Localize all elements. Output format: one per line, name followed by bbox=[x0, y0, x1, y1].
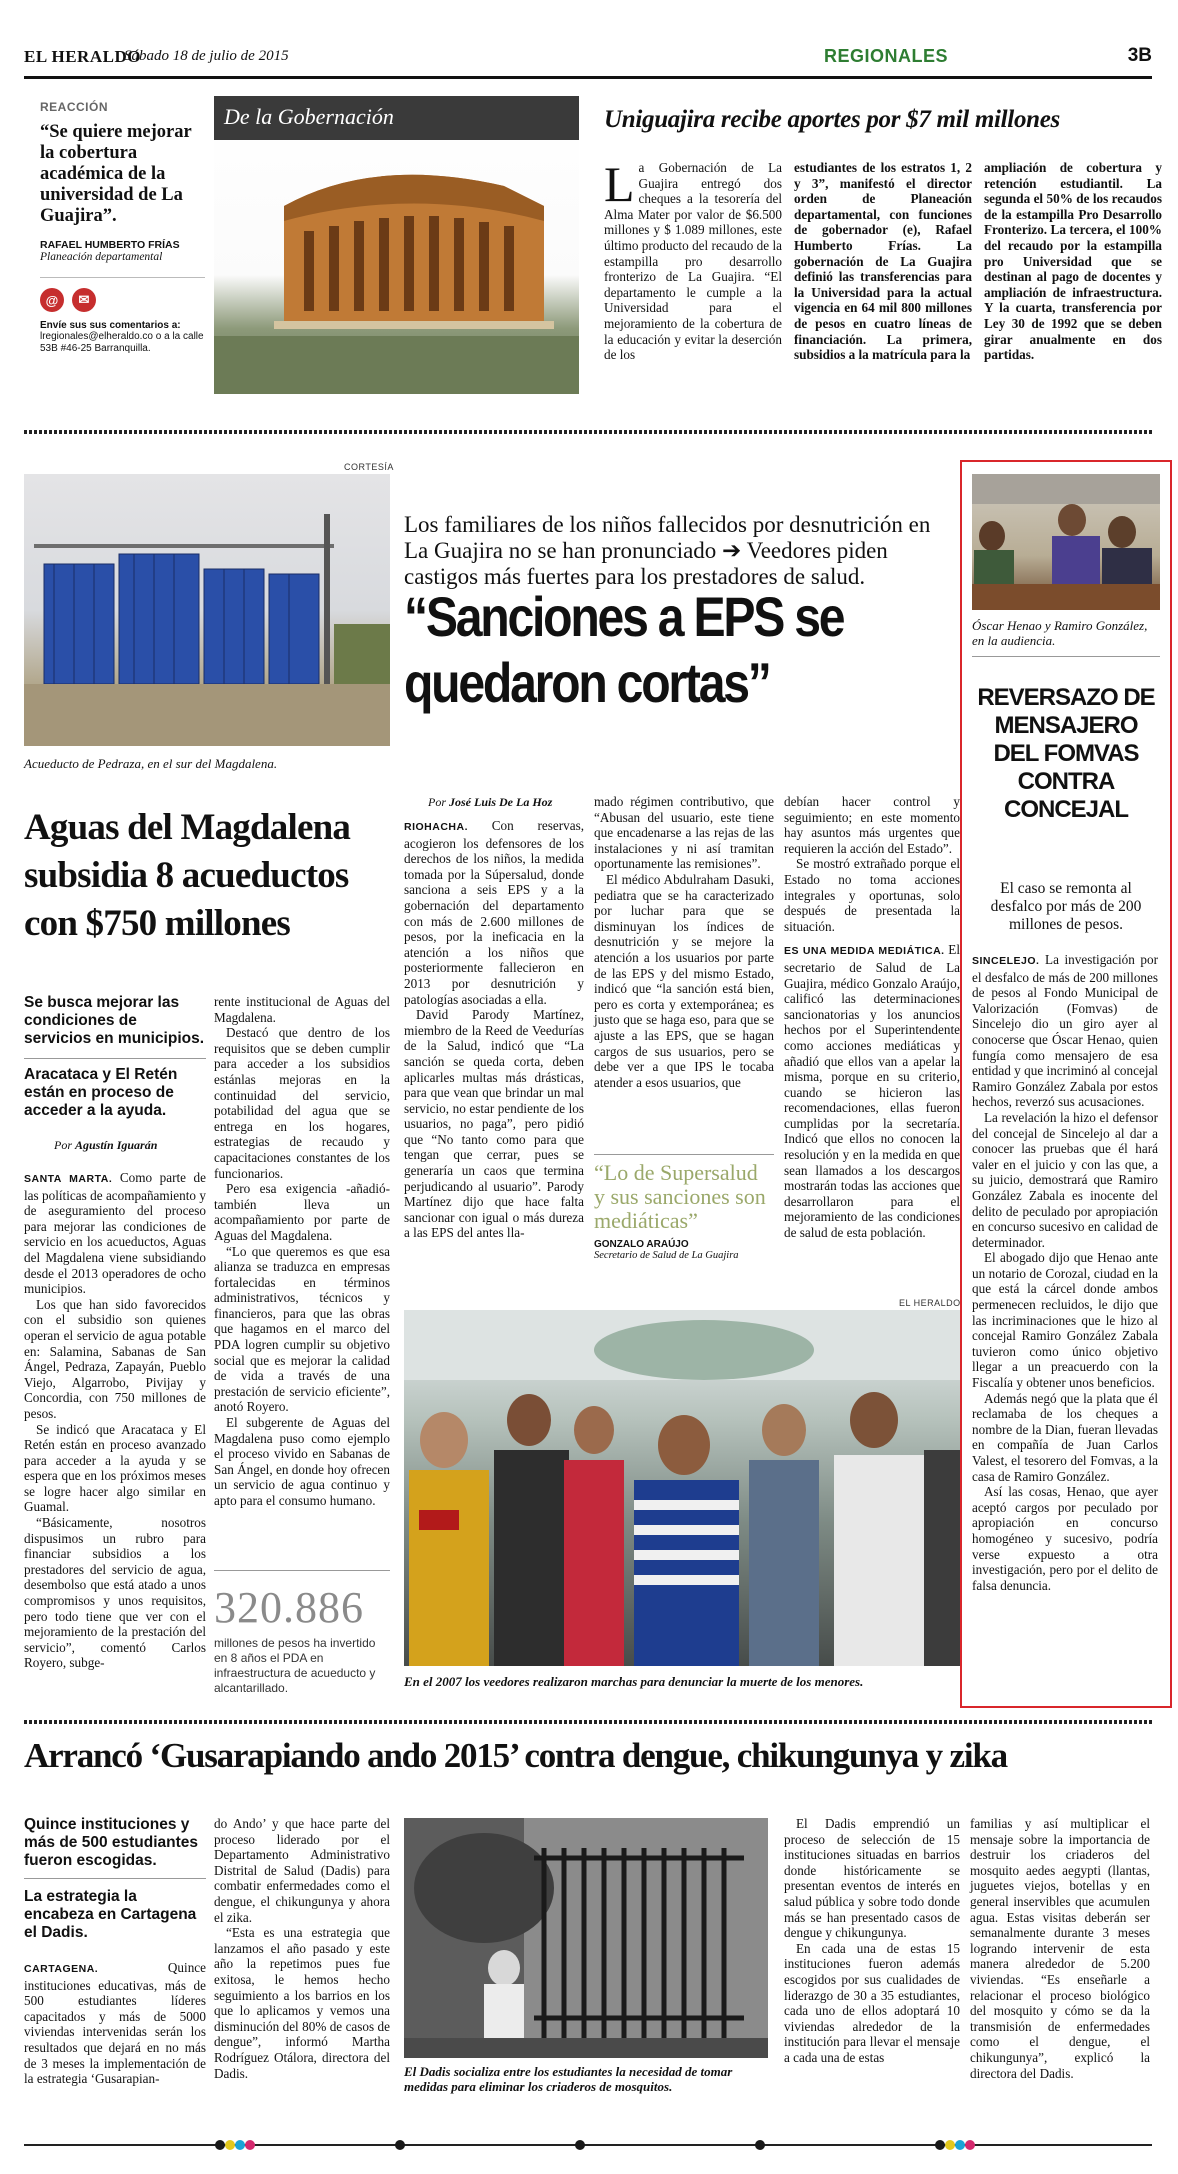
eps-col2: mado régimen contributivo, que “Abusan del usuario, este tiene que encadenarse a las rejas de las instalaciones y ni así tramitan oportunamente las remisiones”. El médico Abdulraham Dasuki, pediatra que se ha caracterizado por luchar para que se disminuyan los índices de desnutrición y se mejore la atención a los usuarios por parte de las EPS y del mismo Estado, indicó que “la sanción está bien, pero es corta y extemporánea; es justo que se haga eso, para que se ajuste a las EPS, que se hagan cargos de sus usuarios, pero se debe ver a que IPS le tocaba atender a esos usuarios, que bbox=[594, 794, 774, 1090]
header-rule bbox=[24, 76, 1152, 79]
uniguajira-col3: ampliación de cobertura y retención estudiantil. La segunda el 50% de los recaudos de la estampilla Pro Desarrollo Fronterizo. La tercera, el 100% del recaudo por la estampilla pro Universidad que se destinan al pago de docentes y ampliación de infraestructura. Y la cuarta, transferencia por Ley 30 de 1992 que se deben girar anualmente en dos partidas. bbox=[984, 160, 1162, 363]
at-icon[interactable]: @ bbox=[40, 288, 64, 312]
eps-photo-credit: EL HERALDO bbox=[899, 1298, 961, 1308]
reaction-kicker: REACCIÓN bbox=[40, 100, 109, 114]
eps-subhead: ES UNA MEDIDA MEDIÁTICA. bbox=[784, 945, 945, 958]
pull-quote-text: “Lo de Supersalud y sus sanciones son mediáticas” bbox=[594, 1160, 766, 1233]
dengue-headline: Arrancó ‘Gusarapiando ando 2015’ contra dengue, chikungunya y zika bbox=[24, 1736, 1007, 1775]
fomvas-body: SINCELEJO. La investigación por el desfalco de más de 200 millones de pesos al Fondo Municipal de Valorización (Fomvas) de Sincelejo dio un giro ayer al conocerse que Óscar Henao, quien fungía como mensajero de esa entidad y que incriminó al concejal Ramiro González Zabala por estos hechos, reverzó sus acusaciones. La revelación la hizo el defensor del concejal de Sincelejo al dar a conocer las pruebas que él hará valer en el juicio y con las que, a su juicio, demostrará que Ramiro González Zabala es inocente del delito de peculado por apropiación en concurso sucesivo en calidad de determinador. El abogado dijo que Henao ante un notario de Corozal, ciudad en la que está la cárcel donde ambos permenecen recluidos, le dijo que las incriminaciones que le hizo al concejal Ramiro González Zabala tuvieron como único objetivo llegar a un preacuerdo con la Fiscalía y obtener unos beneficios. Además negó que la plata que él reclamaba de los cheques a nombre de la Dian, fueran llevadas en compañía de Juan Carlos Valest, el tesorero del Fomvas, a la casa de Ramiro González. Así las cosas, Henao, que ayer aceptó cargos por peculado por apropiación en concurso homogéneo y sucesivo, podría verse expuesto a otra investigación, pero por el delito de falsa denuncia. bbox=[972, 952, 1159, 1593]
dengue-col2: do Ando’ y que hace parte del proceso liderado por el Departamento Administrativo Distrital de Salud (Dadis) para combatir enfermedades como el dengue, el chikungunya y ahora el zika. “Esta es una estrategia que lanzamos el año pasado y este año la repetimos pues fue exitosa, le hemos hecho seguimiento a los barrios en los que lo aplicamos y vemos una disminución del 80% de casos de dengue”, informó Martha Rodríguez Otálora, directora del Dadis. bbox=[214, 1816, 390, 2081]
eps-headline: “Sanciones a EPS se quedaron cortas” bbox=[404, 585, 844, 714]
contact-icons bbox=[40, 277, 205, 312]
aguas-col2: rente institucional de Aguas del Magdalena. Destacó que dentro de los requisitos que se deben cumplir para acceder a los subsidios estánlas mejoras en la continuidad del servicio, potabilidad del agua que se entrega en los hogares, estrategias de recaudo y capacitaciones constantes de los funcionarios. Pero esa exigencia -añadió- también lleva un acompañamiento por parte de Aguas del Magdalena. “Lo que queremos es que esa alianza se traduzca en empresas fortalecidas en términos administrativos, técnicos y financieros, para que las obras que hagamos en el marco del PDA logren cumplir su objetivo social que es mejorar la calidad de vida a través de una prestación de servicio eficiente”, anotó Royero. El subgerente de Aguas del Magdalena puso como ejemplo el proceso vivido en Sabanas de San Ángel, en donde hoy ofrecen un servicio de agua continuo y apto para el consumo humano. bbox=[214, 994, 390, 1508]
dengue-dateline: CARTAGENA. bbox=[24, 1963, 99, 1975]
building-illustration bbox=[214, 96, 579, 394]
dengue-deck-1: Quince instituciones y más de 500 estudiantes fueron escogidas. bbox=[24, 1816, 199, 1869]
dengue-deck-2: La estrategia la encabeza en Cartagena el Dadis. bbox=[24, 1888, 197, 1941]
dengue-caption: El Dadis socializa entre los estudiantes la necesidad de tomar medidas para eliminar los criaderos de mosquitos. bbox=[404, 2064, 733, 2094]
uniguajira-headline: Uniguajira recibe aportes por $7 mil millones bbox=[604, 106, 1060, 133]
header-date: Sábado 18 de julio de 2015 bbox=[124, 48, 289, 64]
page-header bbox=[24, 40, 1152, 76]
eps-col3: debían hacer control y seguimiento; en este momento hay asuntos más urgentes que requieren la acción del Estado”. Se mostró extrañado porque el Estado no toma acciones integrales y oportunas, solo después de presentada la situación. ES UNA MEDIDA MEDIÁTICA. El secretario de Salud de La Guajira, médico Gonzalo Araújo, calificó las determinaciones sancionatorias y los anuncios hechos por el Superintendente como acciones mediáticas y añadió que ellos van a apelar la misma, porque en su criterio, cuando se hicieron las recomendaciones, ellas fueron cumplidas por la secretaría. Indicó que ellos no conocen la resolución y en la medida en que sean llamados a los descargos mostrarán todas las acciones que desarrollaron para el mejoramiento de las condiciones de salud de esta población. bbox=[784, 794, 961, 1241]
print-color-bar bbox=[24, 2138, 1152, 2150]
eps-photo-caption: En el 2007 los veedores realizaron marchas para denunciar la muerte de los menores. bbox=[404, 1674, 864, 1689]
reaction-role: Planeación departamental bbox=[40, 251, 163, 263]
aguas-stat-rule bbox=[214, 1570, 390, 1571]
dengue-col1: CARTAGENA. Quince instituciones educativas, más de 500 estudiantes líderes capacitados y más de 5000 viviendas intervenidas serán los resultados que dejará en no más de 3 meses la implementación de la estrategia ‘Gusarapian- bbox=[24, 1960, 206, 2087]
eps-pull-quote bbox=[594, 1154, 774, 1261]
dengue-photo bbox=[404, 1818, 768, 2058]
aguas-dateline: SANTA MARTA. bbox=[24, 1173, 113, 1185]
fomvas-caption-rule bbox=[972, 656, 1160, 657]
dropcap: L bbox=[604, 156, 635, 212]
page-number: 3B bbox=[1127, 45, 1152, 66]
reaction-box bbox=[40, 100, 205, 400]
eps-byline: Por José Luis De La Hoz bbox=[428, 795, 553, 809]
gobernacion-photo bbox=[214, 96, 579, 394]
dengue-deck-rule bbox=[24, 1878, 206, 1879]
aguas-photo bbox=[24, 474, 390, 746]
aguas-caption: Acueducto de Pedraza, en el sur del Magdalena. bbox=[24, 756, 278, 771]
pull-quote-name: GONZALO ARAÚJO bbox=[594, 1239, 689, 1250]
aguas-headline: Aguas del Magdalena subsidia 8 acueductos con $750 millones bbox=[24, 807, 351, 944]
mail-icon[interactable]: ✉ bbox=[72, 288, 96, 312]
eps-col1: RIOHACHA. Con reservas, acogieron los defensores de los derechos de los niños, la medida tomada por la Súpersalud, donde sanciona a seis EPS y a la gobernación del departamento con más de 2.600 millones de pesos, por la ineficacia en la atención a los niños que posteriormente fallecieron en 2013 por desnutrición y patologías asociadas a ella. David Parody Martínez, miembro de la Reed de Veedurías de la Salud, indicó que “La sanción se queda corta, deben aplicarles multas más drásticas, para que vean que brindar un mal servicio, no estar pendiente de los usuarios, no paga”, pero pidió que “No tanto como para que tengan que cerrar, pues se generaría un caos que termina perjudicando al usuario”. Parody Martínez dijo que hace falta sancionar con igual o más dureza a las EPS del antes lla- bbox=[404, 818, 585, 1241]
send-label: Envíe sus sus comentarios a: bbox=[40, 320, 181, 331]
send-address: lregionales@elheraldo.co o a la calle 53B #46-25 Barranquilla. bbox=[40, 331, 204, 354]
fomvas-photo bbox=[972, 474, 1160, 610]
eps-protest-photo bbox=[404, 1310, 960, 1666]
fomvas-caption: Óscar Henao y Ramiro González, en la audiencia. bbox=[972, 618, 1148, 648]
aguas-byline: Por Agustín Iguarán bbox=[54, 1138, 158, 1152]
masthead: EL HERALDO bbox=[24, 47, 141, 66]
fomvas-dateline: SINCELEJO. bbox=[972, 955, 1040, 967]
aguas-deck-2: Aracataca y El Retén están en proceso de acceder a la ayuda. bbox=[24, 1066, 178, 1119]
reaction-name: RAFAEL HUMBERTO FRÍAS bbox=[40, 239, 180, 251]
eps-intro: Los familiares de los niños fallecidos por desnutrición en La Guajira no se han pronunciado ➔ Veedores piden castigos más fuertes para los prestadores de salud. bbox=[404, 512, 931, 589]
aguas-photo-credit: CORTESÍA bbox=[344, 462, 394, 472]
eps-dateline: RIOHACHA. bbox=[404, 821, 468, 833]
section-divider-1 bbox=[24, 430, 1152, 434]
dengue-col4: familias y así multiplicar el mensaje sobre la importancia de destruir los criaderos del mosquito aedes aegypti (llantas, juguetes viejos, botellas y en general inservibles que acumulen agua. Estas visitas deberán ser semanalmente durante 3 meses logrando intervenir de esta manera alrededor de 5.200 viviendas. “Es enseñarle a relacionar el proceso biológico del mosquito y cómo se da la transmisión de enfermedades como el dengue, el chikungunya”, explicó la directora del Dadis. bbox=[970, 1816, 1150, 2081]
aguas-col1: SANTA MARTA. Como parte de las políticas de acompañamiento y de aseguramiento del proceso para mejorar las condiciones de servicio en los acueductos, Aguas del Magdalena viene subsidiando desde el 2013 operadores de ocho municipios. Los que han sido favorecidos con el subsidio son quienes operan el servicio de agua potable en: Salamina, Sabanas de San Ángel, Pedraza, Zapayán, Pueblo Viejo, Algarrobo, Pivijay y Concordia, con 750 millones de pesos. Se indicó que Aracataca y El Retén están en proceso avanzado para acceder a la ayuda y se espera que en los próximos meses se logre hacer algo similar en Guamal. “Básicamente, nosotros dispusimos un rubro para financiar subsidios a los prestadores del servicio de agua, desembolso que está atado a unos compromisos y unos requisitos, pero todo tiene que ver con el mejoramiento de la prestación del servicio”, comentó Carlos Royero, subge- bbox=[24, 1170, 206, 1671]
fomvas-deck: El caso se remonta al desfalco por más de 200 millones de pesos. bbox=[990, 880, 1142, 933]
aguas-deck-rule bbox=[24, 1058, 206, 1059]
dengue-col3: El Dadis emprendió un proceso de selección de 15 instituciones situadas en barrios donde históricamente se presentan eventos de interés en salud pública y sobre todo donde más se han presentado casos de dengue y chikungunya. En cada una de estas 15 instituciones fueron además escogidos por sus cualidades de liderazgo de 30 a 35 estudiantes, cada uno de ellos adoptará 10 viviendas alrededor de la institución para llevar el mensaje a cada una de estas bbox=[784, 1816, 960, 2065]
aguas-stat-number: 320.886 bbox=[214, 1583, 364, 1632]
section-name: REGIONALES bbox=[824, 46, 949, 66]
gobernacion-photo-label: De la Gobernación bbox=[224, 104, 394, 129]
fomvas-headline: REVERSAZO DE MENSAJERO DEL FOMVAS CONTRA CONCEJAL bbox=[977, 684, 1155, 823]
pull-quote-role: Secretario de Salud de La Guajira bbox=[594, 1250, 739, 1261]
uniguajira-col1: L a Gobernación de La Guajira entregó dos cheques a la tesorería del Alma Mater por valor de $6.500 millones y $ 1.089 millones, este último producto del recaudo de la estampilla pro desarrollo fronterizo de La Guajira. “El departamento le cumple a la Universidad para el mejoramiento de la cobertura de la educación y evitar la deserción de los bbox=[604, 156, 782, 363]
aguas-deck-1: Se busca mejorar las condiciones de servicios en municipios. bbox=[24, 994, 205, 1047]
aguas-stat-text: millones de pesos ha invertido en 8 años el PDA en infraestructura de acueducto y alcantarillado. bbox=[214, 1636, 376, 1695]
reaction-quote: “Se quiere mejorar la cobertura académica de la universidad de La Guajira”. bbox=[40, 122, 192, 226]
section-divider-2 bbox=[24, 1720, 1152, 1724]
uniguajira-col2: estudiantes de los estratos 1, 2 y 3”, manifestó el director orden de Planeación departamental, con funciones de gobernador (e), Rafael Humberto Frías. La gobernación de La Guajira definió las transferencias para la Universidad para la actual vigencia en 64 mil 800 millones de pesos en cuatro líneas de financiación. La primera, subsidios a la matrícula para la bbox=[794, 160, 972, 363]
